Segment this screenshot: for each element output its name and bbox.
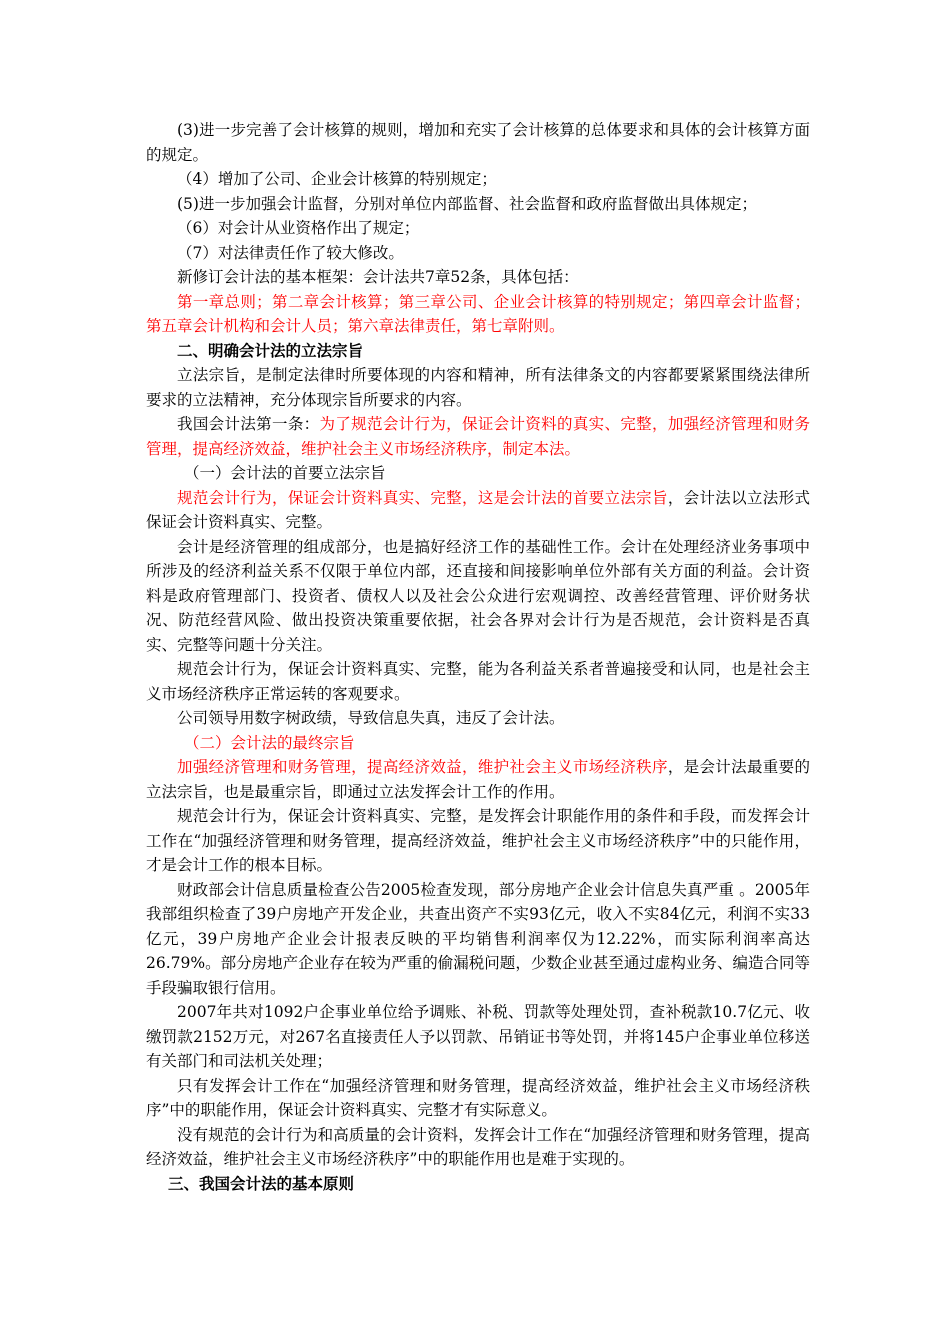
paragraph: （6）对会计从业资格作出了规定；	[177, 219, 420, 237]
paragraph: 没有规范的会计行为和高质量的会计资料，发挥会计工作在“加强经济管理和财务管理，提高经济效益，维护社会主义市场经济秩序”中的职能作用也是难于实现的。	[146, 1125, 810, 1168]
paragraph: (5)进一步加强会计监督，分别对单位内部监督、社会监督和政府监督做出具体规定；	[177, 194, 757, 213]
paragraph-text: ，会计法以立法形式保证会计资料真实、完整。	[146, 488, 810, 531]
subsection-heading: （一）会计法的首要立法宗旨	[184, 464, 386, 482]
paragraph-text: ，是会计法最重要的立法宗旨，也是最重宗旨，即通过立法发挥会计工作的作用。	[146, 758, 810, 801]
paragraph: (3)进一步完善了会计核算的规则，增加和充实了会计核算的总体要求和具体的会计核算方面的规定。	[146, 121, 810, 164]
highlight-text: 规范会计行为，保证会计资料真实、完整，这是会计法的首要立法宗旨	[177, 488, 668, 507]
paragraph: （4）增加了公司、企业会计核算的特别规定；	[177, 170, 497, 188]
paragraph: 公司领导用数字树政绩，导致信息失真，违反了会计法。	[177, 709, 565, 727]
document-page	[146, 118, 810, 1196]
paragraph: 立法宗旨，是制定法律时所要体现的内容和精神，所有法律条文的内容都要紧紧围绕法律所要求的立法精神，充分体现宗旨所要求的内容。	[146, 366, 810, 409]
paragraph: 2007年共对1092户企事业单位给予调账、补税、罚款等处理处罚，查补税款10.7亿元、收缴罚款2152万元，对267名直接责任人予以罚款、吊销证书等处罚，并将145户企事业单位移送有关部门和司法机关处理；	[146, 1003, 810, 1070]
paragraph: （7）对法律责任作了较大修改。	[177, 243, 404, 262]
section-heading: 三、我国会计法的基本原则	[168, 1173, 355, 1193]
subsection-heading: （二）会计法的最终宗旨	[184, 733, 355, 752]
highlight-text: 加强经济管理和财务管理，提高经济效益，维护社会主义市场经济秩序	[177, 758, 668, 776]
highlight-text: 为了规范会计行为，保证会计资料的真实、完整，加强经济管理和财务管理，提高经济效益，维护社会主义市场经济秩序，制定本法。	[146, 415, 810, 458]
paragraph-primary-purpose	[146, 486, 810, 535]
paragraph: 规范会计行为，保证会计资料真实、完整，能为各利益关系者普遍接受和认同，也是社会主义市场经济秩序正常运转的客观要求。	[146, 660, 810, 703]
paragraph: 财政部会计信息质量检查公告2005检查发现，部分房地产企业会计信息失真严重 。2005年我部组织检查了39户房地产开发企业，共查出资产不实93亿元，收入不实84亿元，利润不实33亿元，39户房地产企业会计报表反映的平均销售利润率仅为12.22%，而实际利润率高达26.79%。部分房地产企业存在较为严重的偷漏税问题，少数企业甚至通过虚构业务、编造合同等手段骗取银行信用。	[146, 880, 810, 997]
paragraph: 新修订会计法的基本框架：会计法共7章52条，具体包括：	[177, 268, 579, 286]
paragraph: 规范会计行为，保证会计资料真实、完整，是发挥会计职能作用的条件和手段，而发挥会计工作在“加强经济管理和财务管理，提高经济效益，维护社会主义市场经济秩序”中的只能作用，才是会计工作的根本目标。	[146, 807, 810, 874]
chapter-list-highlight: 第一章总则；第二章会计核算；第三章公司、企业会计核算的特别规定；第四章会计监督；第五章会计机构和会计人员；第六章法律责任，第七章附则。	[146, 292, 810, 335]
paragraph: 会计是经济管理的组成部分，也是搞好经济工作的基础性工作。会计在处理经济业务事项中所涉及的经济利益关系不仅限于单位内部，还直接和间接影响单位外部有关方面的利益。会计资料是政府管理部门、投资者、债权人以及社会公众进行宏观调控、改善经营管理、评价财务状况、防范经营风险、做出投资决策重要依据，社会各界对会计行为是否规范，会计资料是否真实、完整等问题十分关注。	[146, 537, 810, 654]
paragraph-article-one	[146, 412, 810, 461]
section-heading: 二、明确会计法的立法宗旨	[177, 340, 364, 360]
paragraph-text: 我国会计法第一条：	[177, 415, 320, 433]
paragraph: 只有发挥会计工作在“加强经济管理和财务管理，提高经济效益，维护社会主义市场经济秩序”中的职能作用，保证会计资料真实、完整才有实际意义。	[146, 1076, 810, 1119]
paragraph-final-purpose	[146, 755, 810, 804]
